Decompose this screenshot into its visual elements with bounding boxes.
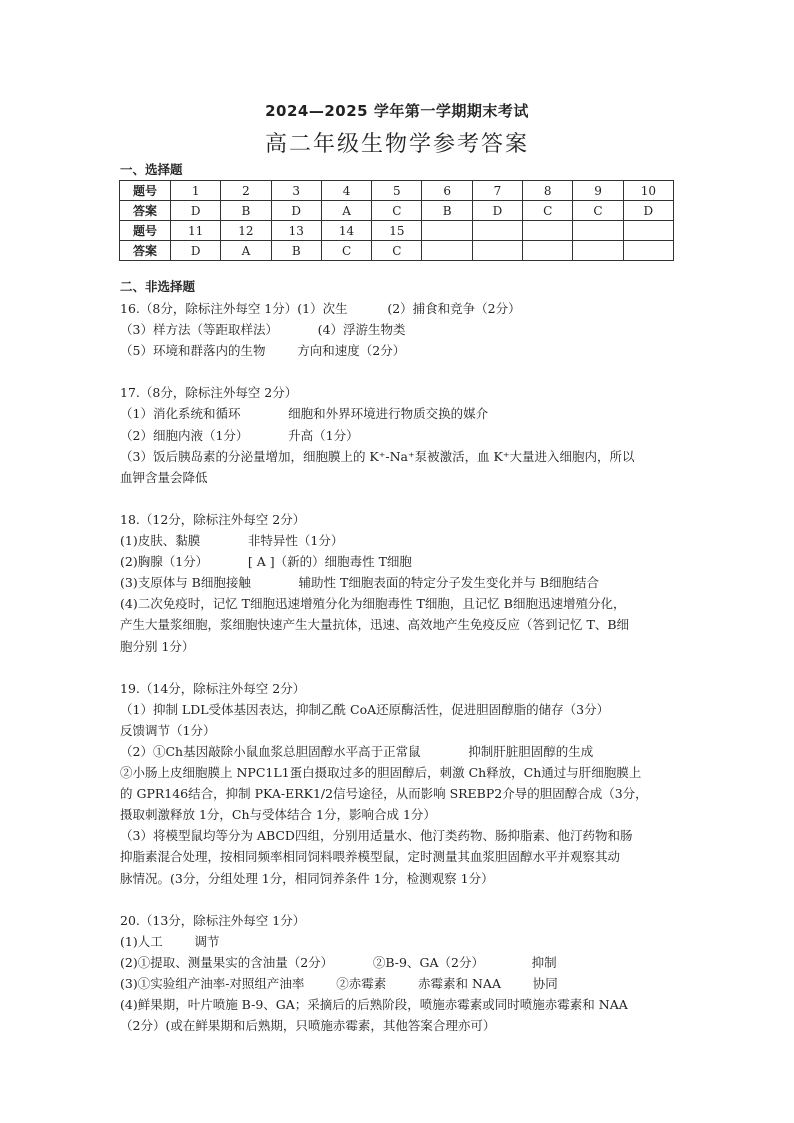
row-label: 答案 — [120, 201, 171, 221]
answer-line: （5）环境和群落内的生物 方向和速度（2分） — [120, 343, 406, 359]
answer-line: （3）将模型鼠均等分为 ABCD四组，分别用适量水、他汀类药物、肠抑脂素、他汀药物和肠 — [120, 828, 633, 844]
row-label: 答案 — [120, 241, 171, 261]
table-row-answers — [120, 201, 674, 221]
answer-line: (3)支原体与 B细胞接触 辅助性 T细胞表面的特定分子发生变化并与 B细胞结合 — [120, 575, 600, 591]
table-cell — [422, 221, 472, 241]
blank-line — [120, 488, 680, 509]
answer-line: 18.（12分，除标注外每空 2分） — [120, 511, 306, 527]
table-cell: D — [271, 201, 321, 221]
answer-line: 16.（8分，除标注外每空 1分）(1）次生 (2）捕食和竞争（2分） — [120, 301, 521, 316]
table-cell: D — [171, 241, 221, 261]
answer-line: ②小肠上皮细胞膜上 NPC1L1蛋白摄取过多的胆固醇后，刺激 Ch释放，Ch通过与肝细胞膜上 — [120, 765, 642, 781]
table-cell: 2 — [221, 181, 271, 201]
table-cell: 15 — [372, 221, 422, 241]
table-cell: B — [271, 241, 321, 261]
table-cell: 14 — [321, 221, 371, 241]
table-cell: C — [573, 201, 623, 221]
table-cell — [623, 241, 673, 261]
answer-line: 19.（14分，除标注外每空 2分） — [120, 680, 306, 696]
answer-line: （1）抑制 LDL受体基因表达，抑制乙酰 CoA还原酶活性，促进胆固醇脂的储存（3分） — [120, 701, 610, 717]
table-cell: 7 — [472, 181, 522, 201]
answer-line: 脉情况。(3分，分组处理 1分，相同饲养条件 1分，检测观察 1分） — [120, 870, 494, 886]
table-cell: A — [221, 241, 271, 261]
table-cell: 12 — [221, 221, 271, 241]
table-cell: A — [321, 201, 371, 221]
answer-line: (3)①实验组产油率-对照组产油率 ②赤霉素 赤霉素和 NAA 协同 — [120, 976, 558, 991]
table-cell: 3 — [271, 181, 321, 201]
table-cell — [573, 241, 623, 261]
table-cell: 4 — [321, 181, 371, 201]
table-cell: 5 — [372, 181, 422, 201]
answer-line: 胞分别 1分） — [120, 638, 195, 654]
table-cell — [573, 221, 623, 241]
answer-line: (4)二次免疫时，记忆 T细胞迅速增殖分化为细胞毒性 T细胞，且记忆 B细胞迅速增殖分化， — [120, 596, 626, 612]
table-cell — [523, 241, 573, 261]
answer-line: (1)皮肤、黏膜 非特异性（1分） — [120, 533, 344, 549]
table-cell: C — [523, 201, 573, 221]
table-cell: C — [372, 241, 422, 261]
row-label: 题号 — [120, 221, 171, 241]
table-cell: C — [372, 201, 422, 221]
answer-line: 血钾含量会降低 — [120, 469, 208, 485]
table-cell: B — [221, 201, 271, 221]
table-cell: 11 — [171, 221, 221, 241]
table-cell: 6 — [422, 181, 472, 201]
table-cell: D — [171, 201, 221, 221]
table-cell — [422, 241, 472, 261]
table-cell — [623, 221, 673, 241]
table-cell: B — [422, 201, 472, 221]
answer-line: 抑脂素混合处理，按相同频率相同饲料喂养模型鼠，定时测量其血浆胆固醇水平并观察其动 — [120, 849, 621, 865]
answer-line: 产生大量浆细胞，浆细胞快速产生大量抗体，迅速、高效地产生免疫反应（答到记忆 T、B细 — [120, 617, 629, 633]
table-row-question-numbers — [120, 221, 674, 241]
table-cell: 8 — [523, 181, 573, 201]
blank-line — [120, 889, 680, 910]
table-row-question-numbers — [120, 181, 674, 201]
answer-line: （1）消化系统和循环 细胞和外界环境进行物质交换的媒介 — [120, 406, 489, 422]
table-cell: D — [472, 201, 522, 221]
answer-line: （3）饭后胰岛素的分泌量增加，细胞膜上的 K⁺-Na⁺泵被激活，血 K⁺大量进入细胞内，所以 — [120, 448, 635, 464]
answer-line: (1)人工 调节 — [120, 933, 220, 949]
row-label: 题号 — [120, 181, 171, 201]
table-cell — [523, 221, 573, 241]
answer-table — [119, 180, 674, 261]
blank-line — [120, 361, 680, 382]
answer-line: 的 GPR146结合，抑制 PKA-ERK1/2信号途径，从而影响 SREBP2介导的胆固醇合成（3分， — [120, 786, 648, 802]
answer-line: （2分）(或在鲜果期和后熟期，只喷施赤霉素，其他答案合理亦可） — [120, 1018, 496, 1034]
document-title: 高二年级生物学参考答案 — [264, 132, 529, 157]
answer-line: (4)鲜果期，叶片喷施 B-9、GA；采摘后的后熟阶段，喷施赤霉素或同时喷施赤霉素和 NAA — [120, 997, 628, 1013]
answer-line: （3）样方法（等距取样法） (4）浮游生物类 — [120, 322, 406, 338]
table-cell: 9 — [573, 181, 623, 201]
section-heading-choice: 一、选择题 — [120, 162, 183, 177]
table-cell: D — [623, 201, 673, 221]
exam-title: 2024—2025 学年第一学期期末考试 — [265, 102, 529, 120]
blank-line — [120, 657, 680, 678]
table-cell: C — [321, 241, 371, 261]
answer-line: （2）①Ch基因敲除小鼠血浆总胆固醇水平高于正常鼠 抑制肝脏胆固醇的生成 — [120, 743, 594, 759]
table-cell — [472, 221, 522, 241]
answer-text-block — [120, 298, 680, 1036]
answer-line: 17.（8分，除标注外每空 2分） — [120, 385, 298, 401]
table-cell: 1 — [171, 181, 221, 201]
answer-line: （2）细胞内液（1分） 升高（1分） — [120, 427, 359, 443]
table-cell: 13 — [271, 221, 321, 241]
table-cell: 10 — [623, 181, 673, 201]
answer-line: (2)胸腺（1分） [ A ]（新的）细胞毒性 T细胞 — [120, 554, 412, 570]
table-row-answers — [120, 241, 674, 261]
answer-line: 摄取刺激释放 1分，Ch与受体结合 1分，影响合成 1分） — [120, 807, 436, 823]
section-heading-non-choice: 二、非选择题 — [120, 279, 196, 294]
answer-line: 反馈调节（1分） — [120, 722, 216, 738]
answer-line: 20.（13分，除标注外每空 1分） — [120, 912, 306, 928]
table-cell — [472, 241, 522, 261]
answer-line: (2)①提取、测量果实的含油量（2分） ②B-9、GA（2分） 抑制 — [120, 954, 557, 970]
